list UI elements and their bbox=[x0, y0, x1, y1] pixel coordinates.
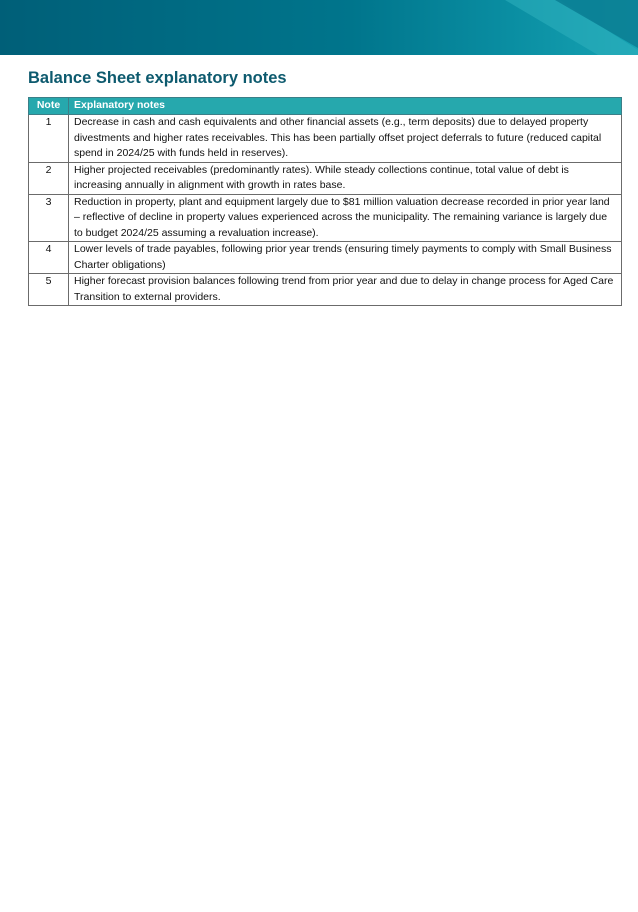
header-explanatory-notes: Explanatory notes bbox=[69, 98, 622, 115]
note-text: Decrease in cash and cash equivalents and other financial assets (e.g., term deposits) due to delayed property divestments and higher rates receivables. This has been partially offset project deferrals to future (reduced capital spend in 2024/25 with funds held in reserves). bbox=[69, 115, 622, 163]
note-number: 1 bbox=[29, 115, 69, 163]
table-row bbox=[29, 274, 622, 306]
note-number: 3 bbox=[29, 194, 69, 242]
header-note: Note bbox=[29, 98, 69, 115]
table-header-row bbox=[29, 98, 622, 115]
page-title: Balance Sheet explanatory notes bbox=[28, 69, 287, 87]
note-text: Lower levels of trade payables, following prior year trends (ensuring timely payments to comply with Small Business Charter obligations) bbox=[69, 242, 622, 274]
note-text: Higher forecast provision balances following trend from prior year and due to delay in change process for Aged Care Transition to external providers. bbox=[69, 274, 622, 306]
note-text: Higher projected receivables (predominantly rates). While steady collections continue, total value of debt is increasing annually in alignment with growth in rates base. bbox=[69, 162, 622, 194]
banner-graphic bbox=[0, 0, 638, 55]
table-row bbox=[29, 194, 622, 242]
note-number: 4 bbox=[29, 242, 69, 274]
note-number: 2 bbox=[29, 162, 69, 194]
table-row bbox=[29, 162, 622, 194]
note-text: Reduction in property, plant and equipment largely due to $81 million valuation decrease recorded in prior year land – reflective of decline in property values experienced across the municipality. The remaining variance is largely due to budget 2024/25 assuming a revaluation increase). bbox=[69, 194, 622, 242]
table-row bbox=[29, 115, 622, 163]
explanatory-notes-table bbox=[28, 97, 622, 306]
table-row bbox=[29, 242, 622, 274]
note-number: 5 bbox=[29, 274, 69, 306]
header-banner bbox=[0, 0, 638, 55]
